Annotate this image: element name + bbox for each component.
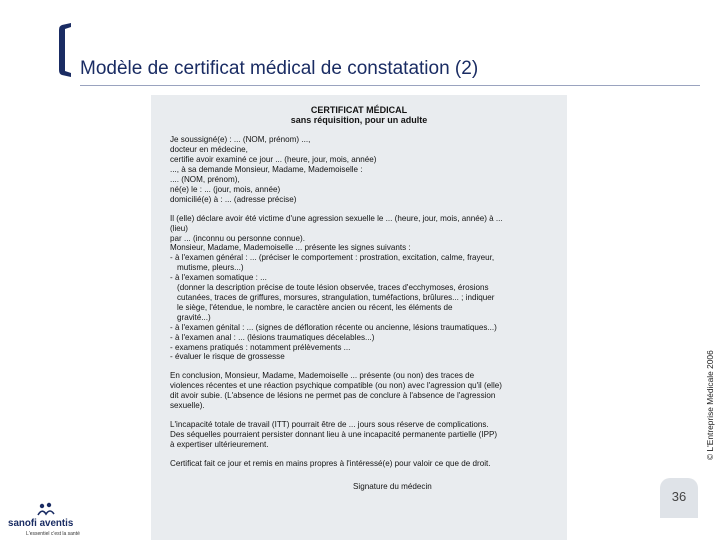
document-line: mutisme, pleurs...) — [177, 263, 244, 273]
logo-tagline: L'essentiel c'est la santé — [26, 531, 80, 537]
document-line: né(e) le : ... (jour, mois, année) — [170, 184, 281, 194]
document-line: Monsieur, Madame, Mademoiselle ... présente les signes suivants : — [170, 243, 411, 253]
document-line: Des séquelles pourraient persister donnant lieu à une incapacité permanente partielle (IPP) — [170, 429, 498, 439]
certificate-document — [151, 95, 567, 540]
document-line: certifie avoir examiné ce jour ... (heure, jour, mois, année) — [170, 155, 377, 165]
certificate-title: CERTIFICAT MÉDICAL — [310, 105, 408, 115]
document-line: (donner la description précise de toute lésion observée, traces d'ecchymoses, érosions — [177, 283, 489, 293]
document-line: - à l'examen génital : ... (signes de défloration récente ou ancienne, lésions traumatiques...) — [170, 322, 497, 332]
paragraph-gap — [170, 411, 555, 420]
document-line: ..., à sa demande Monsieur, Madame, Mademoiselle : — [170, 165, 363, 175]
document-line: - à l'examen général : ... (préciser le comportement : prostration, excitation, calme, frayeur, — [170, 253, 495, 263]
title-bracket-icon — [57, 22, 73, 78]
paragraph-gap — [170, 469, 555, 482]
document-line: violences récentes et une réaction psychique compatible (ou non) avec l'agression qu'il (elle) — [170, 381, 502, 391]
document-line: - évaluer le risque de grossesse — [170, 352, 285, 362]
sanofi-aventis-logo — [8, 496, 88, 540]
signature-line: Signature du médecin — [353, 481, 432, 491]
logo-text: sanofi aventis — [8, 518, 74, 529]
document-line: - à l'examen anal : ... (lésions traumatiques décelables...) — [170, 332, 375, 342]
document-line: .... (NOM, prénom), — [170, 175, 240, 185]
document-line: En conclusion, Monsieur, Madame, Mademoiselle ... présente (ou non) des traces de — [170, 371, 475, 381]
document-line: Il (elle) déclare avoir été victime d'une agression sexuelle le ... (heure, jour, mois, année) à ... — [170, 213, 503, 223]
slide-title: Modèle de certificat médical de constatation (2) — [80, 58, 479, 79]
document-line: cutanées, traces de griffures, morsures, strangulation, tuméfactions, brûlures... ; indiquer — [177, 293, 495, 302]
paragraph-gap — [170, 205, 555, 214]
document-line: Je soussigné(e) : ... (NOM, prénom) ..., — [170, 135, 311, 145]
document-line: - examens pratiqués : notamment prélèvements ... — [170, 342, 351, 352]
paragraph-gap — [170, 450, 555, 459]
page-number: 36 — [660, 478, 698, 518]
certificate-body — [170, 135, 555, 491]
document-line: - à l'examen somatique : ... — [170, 273, 267, 283]
document-line: dit avoir subie. (L'absence de lésions ne permet pas de conclure à l'absence de l'agression — [170, 391, 496, 401]
document-line: sexuelle). — [170, 401, 205, 411]
paragraph-gap — [170, 362, 555, 371]
certificate-subtitle: sans réquisition, pour un adulte — [290, 115, 428, 126]
logo-birds-icon — [36, 502, 56, 516]
document-line: à expertiser ultérieurement. — [170, 439, 269, 449]
document-line: le siège, l'étendue, le nombre, le caractère ancien ou récent, les éléments de — [177, 302, 453, 312]
document-line: L'incapacité totale de travail (ITT) pourrait être de ... jours sous réserve de complications. — [170, 419, 489, 429]
document-line: gravité...) — [177, 312, 211, 322]
document-line: (lieu) — [170, 223, 188, 233]
document-line: domicilié(e) à : ... (adresse précise) — [170, 194, 297, 204]
title-divider — [80, 85, 700, 86]
document-line: par ... (inconnu ou personne connue). — [170, 233, 305, 243]
document-line: Certificat fait ce jour et remis en mains propres à l'intéressé(e) pour valoir ce que de droit. — [170, 458, 491, 468]
document-line: docteur en médecine, — [170, 145, 248, 155]
copyright-notice: © L'Entreprise Médicale 2006 — [705, 350, 715, 460]
